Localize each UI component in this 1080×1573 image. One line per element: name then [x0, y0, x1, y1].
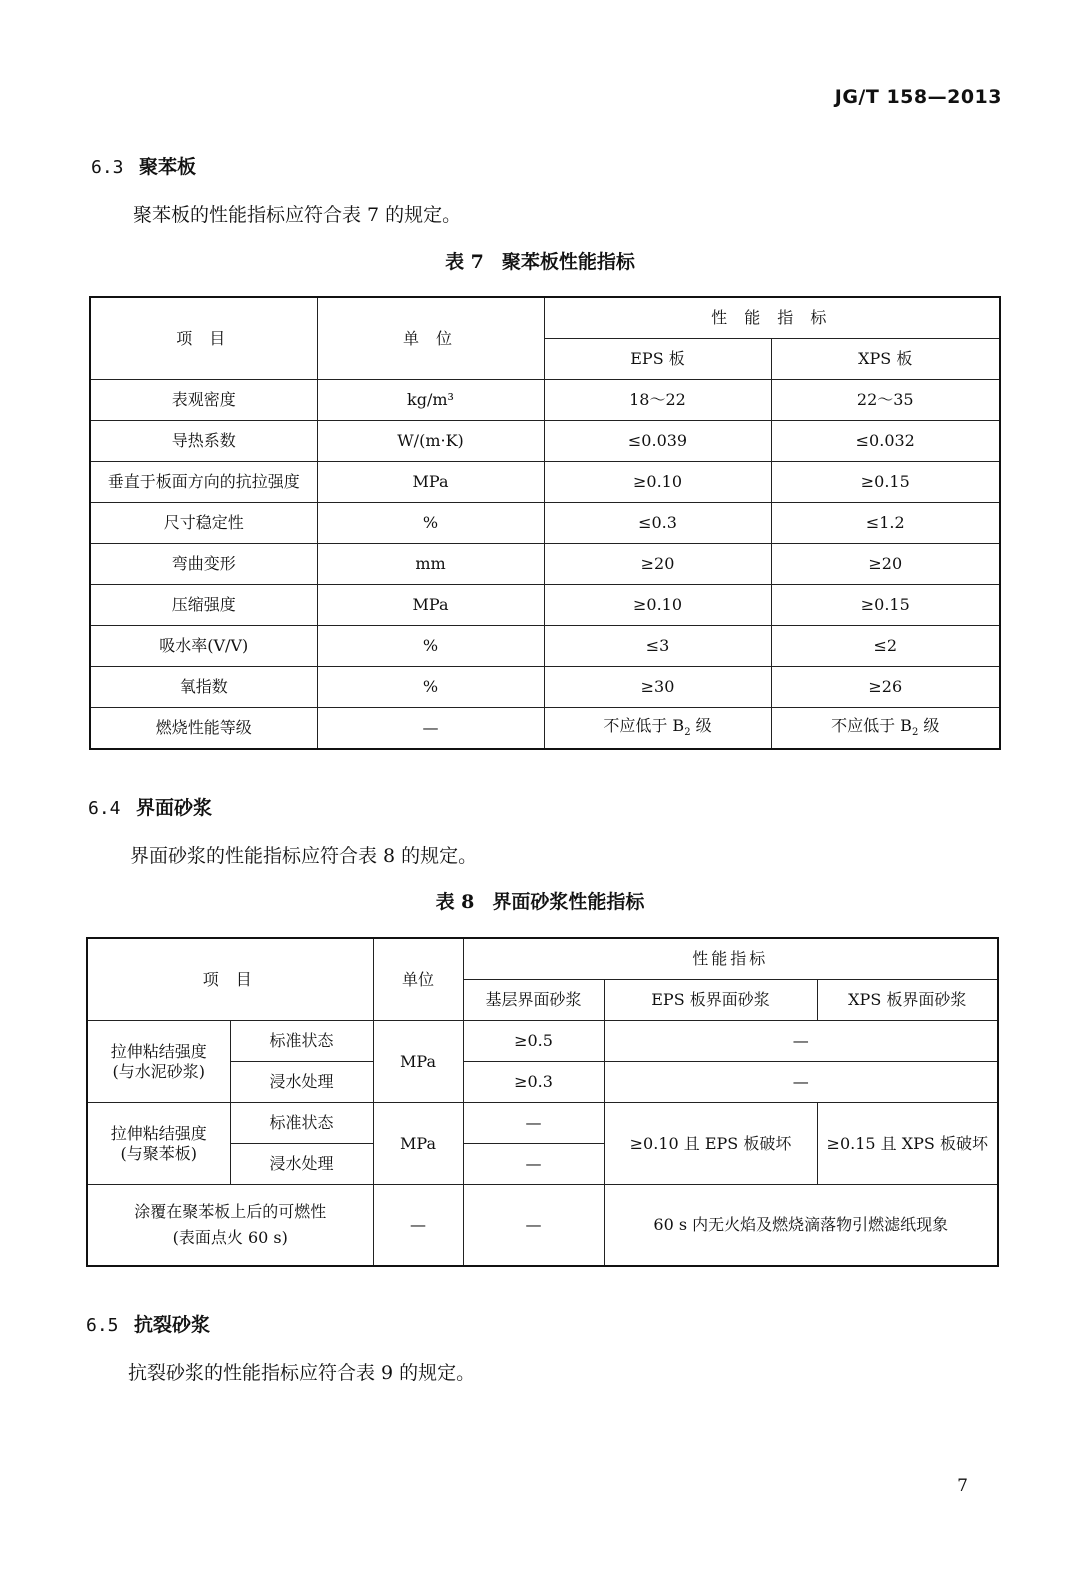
cell-eps: ≥0.10 且 EPS 板破坏 [604, 1103, 817, 1185]
cell-state: 浸水处理 [230, 1144, 373, 1185]
table-row [90, 380, 1000, 421]
cell-eps: ≤0.039 [544, 421, 771, 462]
section-heading-6-4 [88, 793, 212, 820]
cell-eps-prefix: 不应低于 B [603, 716, 685, 736]
cell-unit: — [317, 708, 544, 750]
section-title: 界面砂浆 [136, 797, 213, 819]
cell-eps: ≥0.10 [544, 585, 771, 626]
table8-caption-number: 表 8 [435, 891, 475, 913]
cell-eps [544, 708, 771, 750]
cell-unit: kg/m³ [317, 380, 544, 421]
table-row [87, 1103, 998, 1144]
cell-unit: W/(m·K) [317, 421, 544, 462]
cell-label-line2: (与聚苯板) [120, 1143, 197, 1163]
table-row [90, 544, 1000, 585]
cell-base: ≥0.5 [463, 1021, 604, 1062]
cell-group2-label [87, 1103, 230, 1185]
cell-unit: MPa [317, 462, 544, 503]
cell-label-line1: 拉伸粘结强度 [110, 1123, 207, 1143]
cell-eps-sub: 2 [684, 727, 691, 739]
table8-header-xps: XPS 板界面砂浆 [817, 980, 998, 1021]
cell-eps-xps: 60 s 内无火焰及燃烧滴落物引燃滤纸现象 [604, 1185, 998, 1267]
table8-header-base: 基层界面砂浆 [463, 980, 604, 1021]
table-row [87, 1021, 998, 1062]
cell-eps-xps: — [604, 1062, 998, 1103]
cell-eps-xps: — [604, 1021, 998, 1062]
cell-eps: ≥20 [544, 544, 771, 585]
cell-combustibility-label [87, 1185, 373, 1267]
cell-xps-sub: 2 [911, 727, 919, 739]
table8-header-row-1 [87, 938, 998, 980]
section-number: 6.4 [88, 798, 121, 819]
table7-header-performance: 性 能 指 标 [544, 297, 1000, 339]
page-number: 7 [957, 1476, 968, 1496]
cell-label-line1: 涂覆在聚苯板上后的可燃性 [134, 1202, 327, 1221]
table7-header-xps: XPS 板 [771, 339, 1000, 380]
cell-label-line2: (表面点火 60 s) [172, 1228, 288, 1247]
table-row [90, 667, 1000, 708]
cell-xps: ≤2 [771, 626, 1000, 667]
cell-group1-label [87, 1021, 230, 1103]
paragraph-6-5: 抗裂砂浆的性能指标应符合表 9 的规定。 [128, 1362, 476, 1384]
cell-xps: ≥0.15 [771, 462, 1000, 503]
cell-eps-suffix: 级 [690, 716, 712, 736]
cell-base: ≥0.3 [463, 1062, 604, 1103]
table7 [89, 296, 1001, 750]
cell-eps: 18～22 [544, 380, 771, 421]
section-title: 聚苯板 [139, 156, 197, 178]
table-row [90, 585, 1000, 626]
cell-state: 标准状态 [230, 1021, 373, 1062]
table7-header-unit: 单 位 [317, 297, 544, 380]
cell-eps: ≤0.3 [544, 503, 771, 544]
table7-caption-number: 表 7 [445, 251, 484, 273]
cell-xps: ≥0.15 [771, 585, 1000, 626]
cell-eps: ≥30 [544, 667, 771, 708]
table7-caption-title: 聚苯板性能指标 [501, 251, 635, 273]
cell-xps: ≥26 [771, 667, 1000, 708]
table8-header-unit: 单位 [373, 938, 463, 1021]
table8-header-eps: EPS 板界面砂浆 [604, 980, 817, 1021]
cell-xps: ≤1.2 [771, 503, 1000, 544]
table-row [90, 462, 1000, 503]
cell-xps: ≤0.032 [771, 421, 1000, 462]
section-title: 抗裂砂浆 [134, 1314, 211, 1336]
section-heading-6-5 [86, 1310, 210, 1337]
section-heading-6-3 [91, 152, 196, 179]
table7-header-item: 项 目 [90, 297, 317, 380]
cell-unit: % [317, 503, 544, 544]
cell-item: 弯曲变形 [90, 544, 317, 585]
cell-unit: % [317, 626, 544, 667]
cell-unit: % [317, 667, 544, 708]
cell-state: 标准状态 [230, 1103, 373, 1144]
table-row [90, 503, 1000, 544]
cell-item: 压缩强度 [90, 585, 317, 626]
cell-item: 氧指数 [90, 667, 317, 708]
table7-header-row-1 [90, 297, 1000, 339]
cell-base: — [463, 1185, 604, 1267]
cell-xps: ≥0.15 且 XPS 板破坏 [817, 1103, 998, 1185]
cell-item: 尺寸稳定性 [90, 503, 317, 544]
table-row [90, 708, 1000, 750]
table7-caption [0, 247, 1080, 274]
cell-eps: ≤3 [544, 626, 771, 667]
paragraph-6-4: 界面砂浆的性能指标应符合表 8 的规定。 [130, 845, 478, 867]
table8-header-performance: 性能指标 [463, 938, 998, 980]
cell-item: 表观密度 [90, 380, 317, 421]
section-number: 6.5 [86, 1315, 119, 1336]
cell-unit: MPa [373, 1021, 463, 1103]
table-row [90, 421, 1000, 462]
table-row [87, 1185, 998, 1267]
table7-header-eps: EPS 板 [544, 339, 771, 380]
cell-item: 吸水率(V/V) [90, 626, 317, 667]
cell-item: 垂直于板面方向的抗拉强度 [90, 462, 317, 503]
cell-item: 导热系数 [90, 421, 317, 462]
cell-xps: 22～35 [771, 380, 1000, 421]
table8-header-item: 项 目 [87, 938, 373, 1021]
cell-base: — [463, 1144, 604, 1185]
cell-unit: MPa [373, 1103, 463, 1185]
table8 [86, 937, 999, 1267]
cell-xps [771, 708, 1000, 750]
cell-label-line1: 拉伸粘结强度 [110, 1041, 207, 1061]
paragraph-6-3: 聚苯板的性能指标应符合表 7 的规定。 [133, 204, 462, 226]
cell-xps-suffix: 级 [918, 716, 940, 736]
table8-caption-title: 界面砂浆性能指标 [492, 891, 645, 913]
cell-eps: ≥0.10 [544, 462, 771, 503]
cell-item: 燃烧性能等级 [90, 708, 317, 750]
cell-xps: ≥20 [771, 544, 1000, 585]
cell-unit: mm [317, 544, 544, 585]
cell-unit: MPa [317, 585, 544, 626]
table8-caption [0, 887, 1080, 914]
cell-unit: — [373, 1185, 463, 1267]
cell-label-line2: (与水泥砂浆) [112, 1061, 205, 1081]
cell-xps-prefix: 不应低于 B [831, 716, 912, 736]
table-row [90, 626, 1000, 667]
cell-state: 浸水处理 [230, 1062, 373, 1103]
section-number: 6.3 [91, 157, 124, 178]
standard-code: JG/T 158—2013 [834, 86, 1002, 108]
cell-base: — [463, 1103, 604, 1144]
